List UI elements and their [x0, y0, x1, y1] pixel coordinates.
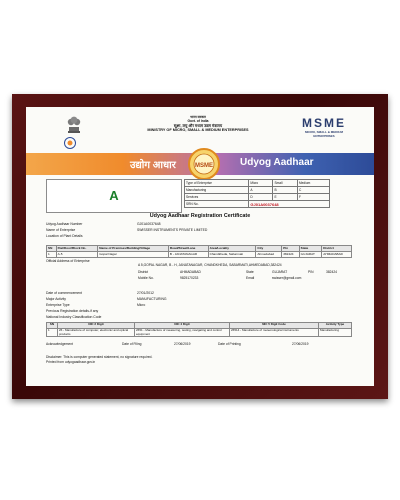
- detail-value: Micro: [136, 303, 146, 307]
- cell: 1: [47, 329, 58, 337]
- table-row: [47, 252, 352, 258]
- pin-value: 382424: [326, 270, 338, 274]
- certificate: [26, 107, 374, 386]
- column-header: NIC 2 Digit: [58, 323, 135, 329]
- disclaimer-line: Disclaimer: This is computer generated statement, no signature required.: [46, 355, 153, 359]
- cell: Small: [273, 180, 298, 187]
- national-emblem-icon: [66, 113, 82, 135]
- table-row: [185, 187, 330, 194]
- seal-text: MSME: [195, 163, 213, 169]
- column-header: Area/Locality: [208, 246, 256, 252]
- ministry-hindi-2: सूक्ष्म, लघु और मध्यम उद्यम मंत्रालय: [173, 123, 223, 128]
- cell: E: [273, 194, 298, 201]
- table-row: [185, 194, 330, 201]
- cell: Manufacturing: [319, 329, 352, 337]
- detail-value: GJ01A0037648: [136, 222, 161, 226]
- state-value: GUJARAT: [272, 270, 288, 274]
- cell: Manufacturing: [185, 187, 249, 194]
- detail-row: [46, 228, 207, 232]
- detail-value: SWISSER INSTRUMENTS PRIVATE LIMITED: [136, 228, 208, 232]
- srn-label: SRN No.: [185, 201, 249, 208]
- detail-label: Date of commencement: [46, 291, 82, 295]
- cell: C: [297, 187, 329, 194]
- make-in-india-logo-icon: [62, 137, 78, 149]
- state-label: State: [246, 270, 254, 274]
- column-header: NIC 5 Digit Code: [230, 323, 319, 329]
- ministry-hindi-1: भारत सरकार: [190, 115, 206, 119]
- detail-row: [46, 222, 161, 226]
- detail-label: Location of Plant Details: [46, 234, 83, 238]
- cell: Type of Enterprise: [185, 180, 249, 187]
- email-label: Email: [246, 276, 255, 280]
- column-header: Flat/Door/Block No.: [56, 246, 98, 252]
- district-label: District: [138, 270, 149, 274]
- disclaimer-line: Printed from udyogaadhaar.gov.in: [46, 359, 96, 364]
- detail-label: Enterprise Type: [46, 303, 70, 307]
- ministry-english-2: MINISTRY OF MICRO, SMALL & MEDIUM ENTERPRISES: [147, 127, 249, 132]
- date-of-filing-value: 27/06/2019: [174, 342, 191, 346]
- column-header: NIC 4 Digit: [135, 323, 230, 329]
- msme-logo-subtitle: MICRO, SMALL & MEDIUM ENTERPRISES: [305, 130, 343, 138]
- detail-value: 27/01/2012: [136, 291, 154, 295]
- cell: GUJARAT: [299, 252, 322, 258]
- cell: B - JANATANAGAR: [168, 252, 208, 258]
- msme-logo-text: MSME: [302, 116, 346, 130]
- detail-row: [46, 234, 136, 238]
- msme-logo: [300, 117, 348, 147]
- cell: A: [249, 187, 273, 194]
- mobile-value: 9825170233: [180, 276, 199, 280]
- official-address-label: Official Address of Enterprise: [46, 259, 90, 263]
- disclaimer: [46, 355, 246, 364]
- plant-location-table: [46, 245, 352, 258]
- cell: D: [249, 194, 273, 201]
- enterprise-grade: A: [46, 179, 182, 213]
- msme-seal-icon: [186, 147, 222, 181]
- enterprise-table-header: [185, 180, 330, 187]
- cell: Chandkheda, Sabarmati: [208, 252, 256, 258]
- detail-label: Major Activity: [46, 297, 66, 301]
- cell: 26514 - Manufacture of meteorological instruments: [230, 329, 319, 337]
- detail-label: Previous Registration details-if any: [46, 309, 99, 313]
- cell: 382424: [282, 252, 299, 258]
- date-of-printing-value: 27/06/2019: [292, 342, 309, 346]
- column-header: City: [256, 246, 282, 252]
- cell: F: [297, 194, 329, 201]
- cell: A-5: [56, 252, 98, 258]
- cell: Services: [185, 194, 249, 201]
- detail-row: [46, 291, 154, 295]
- detail-row: [46, 315, 136, 319]
- column-header: State: [299, 246, 322, 252]
- acknowledgement-row: [46, 342, 352, 348]
- ministry-name: [108, 115, 288, 132]
- cell: 26 - Manufacture of computer, electronic and optical products: [58, 329, 135, 337]
- cell: B: [273, 187, 298, 194]
- official-address: A 5,GOPAL NAGAR, B - H, JANATANAGAR, CHANDKHEDA, SABARMATI,AHMEDABAD,382424: [138, 263, 282, 267]
- column-header: District: [322, 246, 352, 252]
- cell: Micro: [249, 180, 273, 187]
- detail-label: National Industry Classification Code: [46, 315, 102, 319]
- nic-code-table: [46, 322, 352, 337]
- cell: 1: [47, 252, 57, 258]
- column-header: Pin: [282, 246, 299, 252]
- acknowledgement-label: Acknowledgement: [46, 342, 73, 346]
- detail-row: [46, 309, 136, 313]
- certificate-title: Udyog Aadhaar Registration Certificate: [149, 213, 251, 219]
- column-header: Road/Street/Lane: [168, 246, 208, 252]
- detail-label: Udyog Aadhaar Number: [46, 222, 83, 226]
- cell: AHMADABAD: [322, 252, 352, 258]
- detail-row: [46, 297, 167, 301]
- detail-row: [46, 303, 145, 307]
- ministry-english-1: Govt. of India: [187, 119, 209, 124]
- district-value: AHMADABAD: [180, 270, 201, 274]
- date-of-filing-label: Date of Filing: [122, 342, 142, 346]
- enterprise-type-table: [184, 179, 330, 208]
- srn-row: [185, 201, 330, 208]
- column-header: SN: [47, 246, 57, 252]
- pin-label: PIN: [308, 270, 314, 274]
- cell: Ahmedabad: [256, 252, 282, 258]
- detail-label: Name of Enterprise: [46, 228, 76, 232]
- table-row: [47, 329, 352, 337]
- srn-value: GJ01A0037648: [249, 201, 330, 208]
- cell: Gopal Nagar: [98, 252, 169, 258]
- detail-value: MANUFACTURING: [136, 297, 167, 301]
- email-value: swisser@gmail.com: [272, 276, 302, 280]
- official-address-label-row: [46, 259, 138, 263]
- column-header: Name of Premises/Building/Village: [98, 246, 169, 252]
- date-of-printing-label: Date of Printing: [218, 342, 241, 346]
- column-header: SN: [47, 323, 58, 329]
- column-header: Activity Type: [319, 323, 352, 329]
- cell: Medium: [297, 180, 329, 187]
- band-title-hindi: उद्योग आधार: [130, 160, 176, 171]
- mobile-label: Mobile No.: [138, 276, 154, 280]
- band-title-english: Udyog Aadhaar: [240, 157, 314, 168]
- cell: 2651 - Manufacture of measuring, testing, navigating and control equipment: [135, 329, 230, 337]
